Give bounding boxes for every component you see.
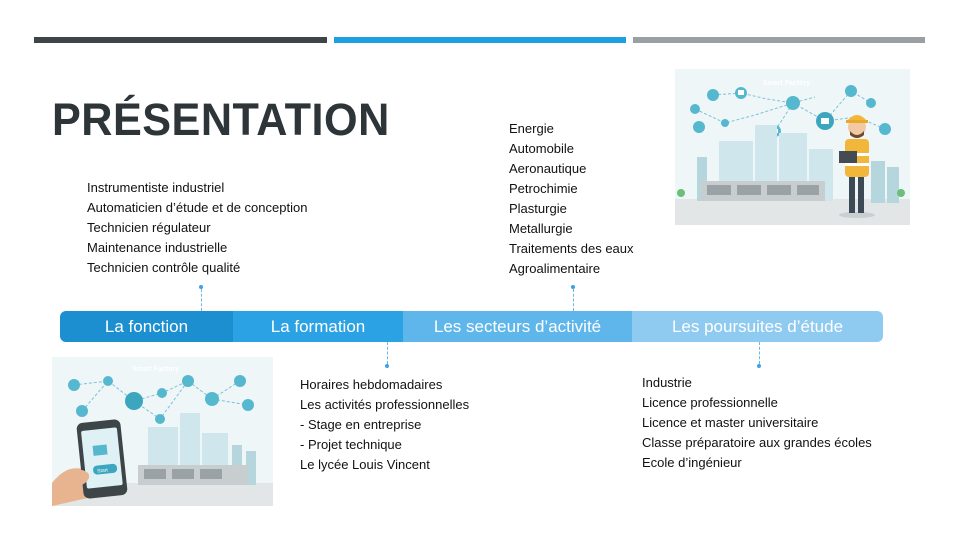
- accent-bar-gray: [633, 37, 925, 43]
- smart-factory-phone-illustration: [52, 357, 273, 506]
- list-item: - Projet technique: [300, 437, 402, 452]
- accent-bar-blue: [334, 37, 626, 43]
- list-item: Petrochimie: [509, 181, 578, 196]
- list-item: Aeronautique: [509, 161, 587, 176]
- list-item: Maintenance industrielle: [87, 240, 228, 255]
- list-item: Energie: [509, 121, 554, 136]
- connector-dot-formation: [385, 364, 389, 368]
- timeline-segment-fonction: La fonction: [60, 311, 233, 342]
- list-item: Automobile: [509, 141, 575, 156]
- fonction-list: [87, 178, 307, 278]
- secteurs-list: [509, 119, 634, 279]
- accent-bar-dark: [34, 37, 327, 43]
- list-item: Industrie: [642, 375, 692, 390]
- list-item: Automaticien d’étude et de conception: [87, 200, 308, 215]
- list-item: Les activités professionnelles: [300, 397, 470, 412]
- list-item: Instrumentiste industriel: [87, 180, 225, 195]
- timeline-segment-poursuites: Les poursuites d’étude: [632, 311, 883, 342]
- list-item: Ecole d’ingénieur: [642, 455, 742, 470]
- list-item: Le lycée Louis Vincent: [300, 457, 430, 472]
- formation-list: [300, 375, 469, 475]
- illustration-label: Smart Factory: [132, 366, 180, 373]
- smart-factory-worker-illustration: [675, 69, 910, 225]
- connector-dot-poursuites: [757, 364, 761, 368]
- list-item: Plasturgie: [509, 201, 567, 216]
- illustration-label: Smart Factory: [763, 80, 811, 87]
- list-item: Agroalimentaire: [509, 261, 601, 276]
- timeline-segment-formation: La formation: [233, 311, 403, 342]
- list-item: Traitements des eaux: [509, 241, 634, 256]
- list-item: Classe préparatoire aux grandes écoles: [642, 435, 872, 450]
- list-item: Technicien contrôle qualité: [87, 260, 241, 275]
- timeline-segment-secteurs: Les secteurs d’activité: [403, 311, 632, 342]
- poursuites-list: [642, 373, 872, 473]
- list-item: Licence professionnelle: [642, 395, 778, 410]
- process-timeline: [60, 311, 883, 342]
- list-item: Licence et master universitaire: [642, 415, 819, 430]
- list-item: Horaires hebdomadaires: [300, 377, 443, 392]
- list-item: Technicien régulateur: [87, 220, 211, 235]
- phone-start-label: Start: [96, 467, 109, 475]
- list-item: Metallurgie: [509, 221, 573, 236]
- list-item: - Stage en entreprise: [300, 417, 422, 432]
- connector-secteurs: [573, 289, 574, 311]
- connector-formation: [387, 342, 388, 364]
- slide-title: PRÉSENTATION: [52, 94, 390, 145]
- connector-poursuites: [759, 342, 760, 364]
- connector-fonction: [201, 289, 202, 311]
